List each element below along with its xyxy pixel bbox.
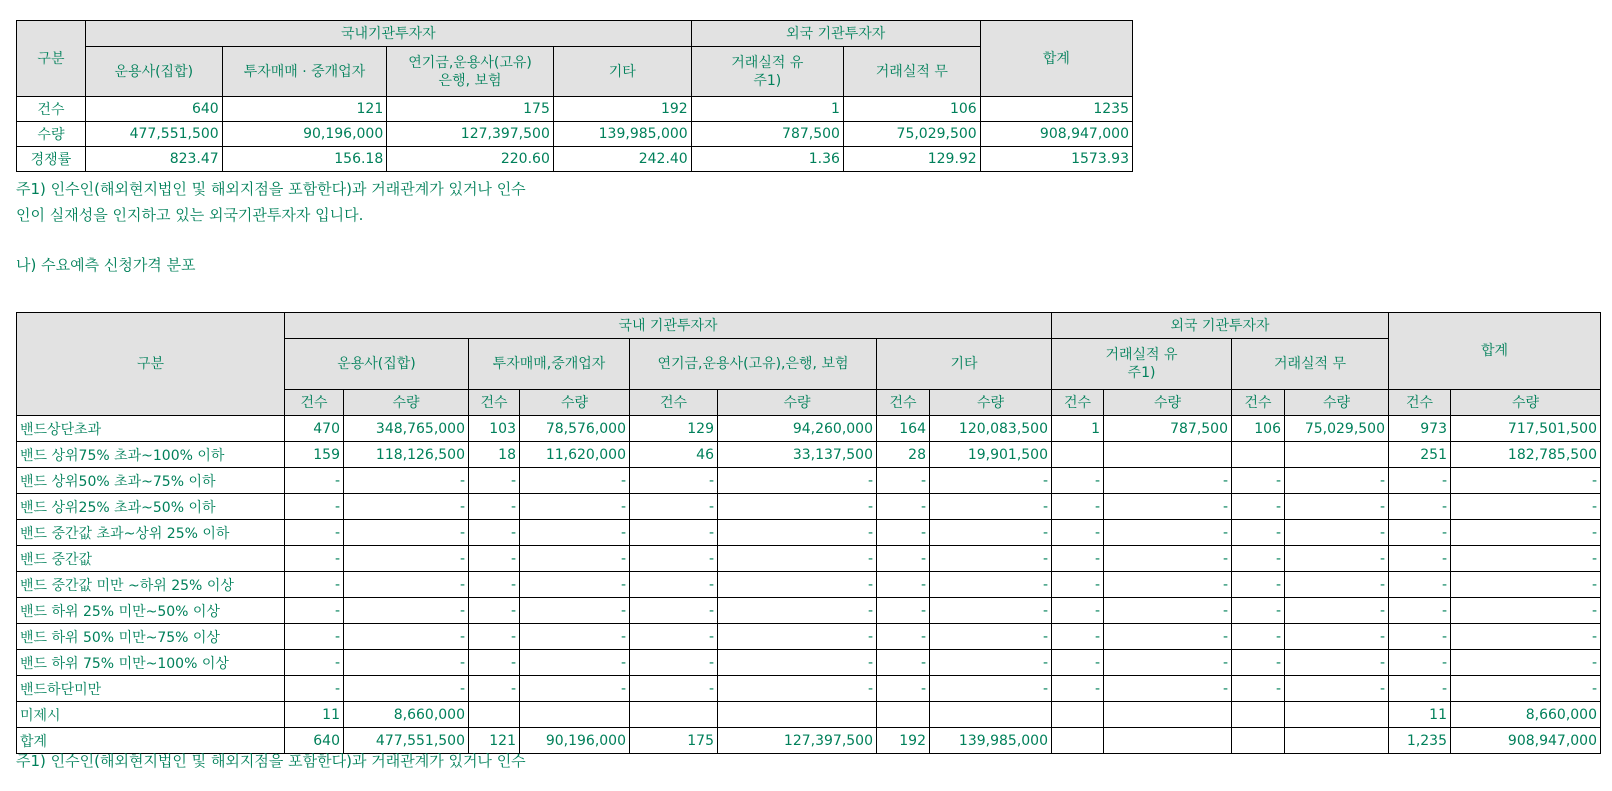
table-cell: - <box>718 598 877 624</box>
table-cell: - <box>877 598 930 624</box>
table-cell: 1 <box>691 97 843 122</box>
table-cell: 470 <box>285 416 344 442</box>
table-cell: - <box>1052 520 1104 546</box>
row-label: 밴드 하위 25% 미만~50% 이상 <box>17 598 285 624</box>
header-asset-manager: 운용사(집합) <box>85 47 222 97</box>
table-cell: - <box>877 676 930 702</box>
table-cell: - <box>1052 546 1104 572</box>
table-cell: 8,660,000 <box>344 702 469 728</box>
table-cell <box>1285 728 1389 754</box>
table-cell: 477,551,500 <box>344 728 469 754</box>
table-cell: - <box>285 494 344 520</box>
footnote-line: 인이 실재성을 인지하고 있는 외국기관투자자 입니다. <box>16 206 364 224</box>
table-cell: - <box>630 494 718 520</box>
table-cell: - <box>877 520 930 546</box>
table-cell: - <box>1232 598 1285 624</box>
header-foreign: 외국 기관투자자 <box>691 21 980 47</box>
table-cell: - <box>344 598 469 624</box>
header-broker: 투자매매 · 중개업자 <box>222 47 387 97</box>
table-cell: - <box>718 650 877 676</box>
header-trade-no: 거래실적 무 <box>1232 339 1389 390</box>
table-cell: - <box>520 546 630 572</box>
table-cell: - <box>344 494 469 520</box>
header-domestic: 국내기관투자자 <box>85 21 691 47</box>
table-cell: 139,985,000 <box>930 728 1052 754</box>
header-trade-no: 거래실적 무 <box>843 47 980 97</box>
table-cell: - <box>1232 546 1285 572</box>
table-cell: - <box>718 546 877 572</box>
table-cell: 11,620,000 <box>520 442 630 468</box>
table-cell: 220.60 <box>387 147 554 172</box>
table-cell: 8,660,000 <box>1451 702 1601 728</box>
table-cell: - <box>1285 520 1389 546</box>
table-cell: - <box>285 572 344 598</box>
table-row <box>17 650 1601 676</box>
table-cell: - <box>930 572 1052 598</box>
row-label: 밴드하단미만 <box>17 676 285 702</box>
table-cell: 120,083,500 <box>930 416 1052 442</box>
header-total: 합계 <box>1389 313 1601 390</box>
table-cell <box>1232 702 1285 728</box>
table-row <box>17 468 1601 494</box>
table-cell: - <box>1052 676 1104 702</box>
header-qty: 수량 <box>718 390 877 416</box>
table-cell: 19,901,500 <box>930 442 1052 468</box>
header-count: 건수 <box>1052 390 1104 416</box>
footnote <box>16 748 526 774</box>
row-label: 경쟁률 <box>17 147 86 172</box>
table-cell <box>630 702 718 728</box>
table-cell: - <box>630 546 718 572</box>
table-cell: - <box>285 468 344 494</box>
table-cell: 717,501,500 <box>1451 416 1601 442</box>
table-cell: - <box>469 598 520 624</box>
table-cell: - <box>520 598 630 624</box>
header-broker: 투자매매,중개업자 <box>469 339 630 390</box>
table-cell: - <box>1285 676 1389 702</box>
table-cell: 127,397,500 <box>387 122 554 147</box>
table-cell: 348,765,000 <box>344 416 469 442</box>
table-cell: - <box>344 546 469 572</box>
table-cell: - <box>285 598 344 624</box>
table-cell: - <box>1451 546 1601 572</box>
table-cell: - <box>469 494 520 520</box>
table-cell: 159 <box>285 442 344 468</box>
table-cell: - <box>877 650 930 676</box>
table-cell: - <box>1104 650 1232 676</box>
row-label: 밴드 하위 50% 미만~75% 이상 <box>17 624 285 650</box>
table-cell <box>877 702 930 728</box>
table-cell: - <box>1451 624 1601 650</box>
table-cell: - <box>1232 520 1285 546</box>
table-cell: - <box>469 624 520 650</box>
table-cell: - <box>1389 650 1451 676</box>
table-cell: - <box>1104 624 1232 650</box>
table-cell: - <box>1451 468 1601 494</box>
header-gubun: 구분 <box>17 313 285 416</box>
table-row <box>17 416 1601 442</box>
table-cell: - <box>1389 624 1451 650</box>
table-cell: 129 <box>630 416 718 442</box>
header-qty: 수량 <box>930 390 1052 416</box>
table-cell: 182,785,500 <box>1451 442 1601 468</box>
table-cell: - <box>718 676 877 702</box>
table-cell <box>520 702 630 728</box>
table-cell: 121 <box>469 728 520 754</box>
header-pension: 연기금,운용사(고유) 은행, 보험 <box>387 47 554 97</box>
table-row <box>17 147 1133 172</box>
table-row <box>17 122 1133 147</box>
table-cell: - <box>1052 650 1104 676</box>
header-count: 건수 <box>469 390 520 416</box>
row-label: 밴드 중간값 초과~상위 25% 이하 <box>17 520 285 546</box>
table-cell: - <box>520 468 630 494</box>
table-cell: - <box>1285 624 1389 650</box>
header-count: 건수 <box>285 390 344 416</box>
table-cell <box>1104 728 1232 754</box>
table-cell: - <box>1285 494 1389 520</box>
table-cell: - <box>344 676 469 702</box>
table-cell: - <box>344 468 469 494</box>
row-label: 밴드 상위50% 초과~75% 이하 <box>17 468 285 494</box>
table-cell: 94,260,000 <box>718 416 877 442</box>
table-cell <box>1232 728 1285 754</box>
table-cell: 192 <box>553 97 691 122</box>
table-cell: - <box>1451 598 1601 624</box>
table-cell: - <box>1451 572 1601 598</box>
table-cell: 823.47 <box>85 147 222 172</box>
table-cell <box>1052 442 1104 468</box>
table-cell: - <box>630 676 718 702</box>
table-cell: 242.40 <box>553 147 691 172</box>
table-cell: - <box>469 546 520 572</box>
table-cell: 192 <box>877 728 930 754</box>
table-cell: 164 <box>877 416 930 442</box>
table-row <box>17 624 1601 650</box>
table-row <box>17 442 1601 468</box>
table-cell: 11 <box>1389 702 1451 728</box>
row-label: 미제시 <box>17 702 285 728</box>
table-cell: - <box>1389 598 1451 624</box>
table-row <box>17 598 1601 624</box>
table-cell: - <box>285 520 344 546</box>
table-cell <box>1104 442 1232 468</box>
section-title: 나) 수요예측 신청가격 분포 <box>16 256 196 274</box>
table-cell: 787,500 <box>691 122 843 147</box>
table-cell: - <box>1285 598 1389 624</box>
row-label: 밴드 하위 75% 미만~100% 이상 <box>17 650 285 676</box>
footnote <box>16 176 526 228</box>
table-cell: - <box>718 572 877 598</box>
table-cell: 640 <box>85 97 222 122</box>
header-count: 건수 <box>1232 390 1285 416</box>
table-cell: - <box>285 676 344 702</box>
table-cell: - <box>718 494 877 520</box>
table-row <box>17 572 1601 598</box>
table-cell: - <box>344 624 469 650</box>
table-cell: 175 <box>630 728 718 754</box>
table-cell: - <box>1052 494 1104 520</box>
table-cell: 11 <box>285 702 344 728</box>
table-cell: - <box>469 572 520 598</box>
table-cell: 477,551,500 <box>85 122 222 147</box>
table-cell: - <box>469 676 520 702</box>
header-other: 기타 <box>553 47 691 97</box>
table-cell: 46 <box>630 442 718 468</box>
header-domestic: 국내 기관투자자 <box>285 313 1052 339</box>
table-cell: - <box>630 624 718 650</box>
table-cell: 33,137,500 <box>718 442 877 468</box>
table-cell: - <box>930 494 1052 520</box>
table-cell: 75,029,500 <box>1285 416 1389 442</box>
table-cell: 139,985,000 <box>553 122 691 147</box>
table-cell: - <box>469 650 520 676</box>
table-cell: - <box>520 572 630 598</box>
row-label: 밴드 상위75% 초과~100% 이하 <box>17 442 285 468</box>
table-cell: - <box>1389 546 1451 572</box>
table-cell: - <box>520 650 630 676</box>
table-cell: - <box>1104 494 1232 520</box>
header-qty: 수량 <box>1451 390 1601 416</box>
table-cell: - <box>1285 468 1389 494</box>
header-foreign: 외국 기관투자자 <box>1052 313 1389 339</box>
table-cell: - <box>630 650 718 676</box>
row-label: 밴드 상위25% 초과~50% 이하 <box>17 494 285 520</box>
table-cell <box>1285 442 1389 468</box>
table-cell: - <box>1451 650 1601 676</box>
table-cell: - <box>930 650 1052 676</box>
table-cell: 90,196,000 <box>222 122 387 147</box>
header-count: 건수 <box>1389 390 1451 416</box>
table-cell: 1,235 <box>1389 728 1451 754</box>
header-count: 건수 <box>877 390 930 416</box>
table-row <box>17 520 1601 546</box>
table-cell: 127,397,500 <box>718 728 877 754</box>
footnote-line: 주1) 인수인(해외현지법인 및 해외지점을 포함한다)과 거래관계가 있거나 인수 <box>16 752 526 770</box>
table-cell: - <box>1052 598 1104 624</box>
table-cell: 75,029,500 <box>843 122 980 147</box>
row-label: 수량 <box>17 122 86 147</box>
table-cell: - <box>930 624 1052 650</box>
table-cell: - <box>877 624 930 650</box>
table-cell: - <box>877 546 930 572</box>
header-qty: 수량 <box>520 390 630 416</box>
table-cell: - <box>630 468 718 494</box>
table-cell: - <box>1389 520 1451 546</box>
header-trade-yes: 거래실적 유 주1) <box>1052 339 1232 390</box>
header-qty: 수량 <box>344 390 469 416</box>
row-label: 합계 <box>17 728 285 754</box>
table-cell: - <box>469 468 520 494</box>
table-cell: - <box>630 572 718 598</box>
table-cell: 106 <box>1232 416 1285 442</box>
table-cell: - <box>877 468 930 494</box>
table-cell: - <box>630 598 718 624</box>
table-cell <box>930 702 1052 728</box>
table-cell: 908,947,000 <box>980 122 1132 147</box>
header-total: 합계 <box>980 21 1132 97</box>
table-cell: - <box>1389 468 1451 494</box>
table-cell: - <box>1104 598 1232 624</box>
table-cell: 1 <box>1052 416 1104 442</box>
row-label: 건수 <box>17 97 86 122</box>
table-cell <box>718 702 877 728</box>
table-cell <box>1232 442 1285 468</box>
table-cell: - <box>718 520 877 546</box>
header-other: 기타 <box>877 339 1052 390</box>
table-cell: 78,576,000 <box>520 416 630 442</box>
table-cell <box>469 702 520 728</box>
table-cell: - <box>718 624 877 650</box>
table-cell: - <box>1389 676 1451 702</box>
table-row <box>17 494 1601 520</box>
table-cell: - <box>285 546 344 572</box>
table-cell: 106 <box>843 97 980 122</box>
header-asset-manager: 운용사(집합) <box>285 339 469 390</box>
table-cell: - <box>1285 572 1389 598</box>
table-cell: - <box>930 468 1052 494</box>
table-cell: - <box>344 520 469 546</box>
table-cell <box>1285 702 1389 728</box>
table-cell: - <box>877 494 930 520</box>
header-trade-yes: 거래실적 유 주1) <box>691 47 843 97</box>
table-cell: - <box>930 546 1052 572</box>
table-cell: 90,196,000 <box>520 728 630 754</box>
table-cell: - <box>1451 520 1601 546</box>
table-row <box>17 676 1601 702</box>
table-cell: - <box>1104 572 1232 598</box>
table-cell: 175 <box>387 97 554 122</box>
header-qty: 수량 <box>1104 390 1232 416</box>
table-cell: 28 <box>877 442 930 468</box>
table-cell: - <box>1104 520 1232 546</box>
table-cell: 787,500 <box>1104 416 1232 442</box>
table-cell: 129.92 <box>843 147 980 172</box>
row-label: 밴드 중간값 미만 ~하위 25% 이상 <box>17 572 285 598</box>
table-cell: - <box>520 624 630 650</box>
table-cell: 1235 <box>980 97 1132 122</box>
table-cell: 118,126,500 <box>344 442 469 468</box>
table-cell: 103 <box>469 416 520 442</box>
table-cell: - <box>1232 468 1285 494</box>
table-cell: - <box>1451 676 1601 702</box>
table-cell: - <box>1104 468 1232 494</box>
table-cell: - <box>1052 624 1104 650</box>
table-cell: - <box>1052 572 1104 598</box>
table-cell: - <box>1052 468 1104 494</box>
table-cell: - <box>1232 650 1285 676</box>
table-cell: 1.36 <box>691 147 843 172</box>
competition-table <box>16 20 1133 172</box>
table-cell: 251 <box>1389 442 1451 468</box>
table-cell: 640 <box>285 728 344 754</box>
header-gubun: 구분 <box>17 21 86 97</box>
header-qty: 수량 <box>1285 390 1389 416</box>
table-cell: - <box>1389 494 1451 520</box>
table-cell: - <box>520 520 630 546</box>
table-cell: - <box>1451 494 1601 520</box>
table-row <box>17 702 1601 728</box>
table-cell: - <box>1285 546 1389 572</box>
table-cell: - <box>344 650 469 676</box>
table-cell: 18 <box>469 442 520 468</box>
table-cell: - <box>1285 650 1389 676</box>
table-cell: - <box>630 520 718 546</box>
price-distribution-table <box>16 312 1601 754</box>
table-cell: - <box>285 650 344 676</box>
table-cell: - <box>930 676 1052 702</box>
table-cell: 908,947,000 <box>1451 728 1601 754</box>
footnote-line: 주1) 인수인(해외현지법인 및 해외지점을 포함한다)과 거래관계가 있거나 인수 <box>16 180 526 198</box>
table-cell: - <box>469 520 520 546</box>
table-cell: - <box>520 676 630 702</box>
table-cell: - <box>1232 676 1285 702</box>
table-cell: - <box>520 494 630 520</box>
table-cell: - <box>930 598 1052 624</box>
table-cell: - <box>1104 546 1232 572</box>
table-cell: - <box>344 572 469 598</box>
header-count: 건수 <box>630 390 718 416</box>
table-cell: 121 <box>222 97 387 122</box>
table-cell: - <box>1232 494 1285 520</box>
table-cell <box>1104 702 1232 728</box>
table-cell: 1573.93 <box>980 147 1132 172</box>
table-row <box>17 546 1601 572</box>
table-cell: - <box>1232 624 1285 650</box>
row-label: 밴드 중간값 <box>17 546 285 572</box>
table-cell: - <box>718 468 877 494</box>
table-cell: - <box>1389 572 1451 598</box>
table-cell: 973 <box>1389 416 1451 442</box>
table-cell: - <box>930 520 1052 546</box>
table-cell <box>1052 728 1104 754</box>
table-cell: - <box>877 572 930 598</box>
table-cell: - <box>1104 676 1232 702</box>
table-cell: - <box>285 624 344 650</box>
table-cell: 156.18 <box>222 147 387 172</box>
table-row <box>17 97 1133 122</box>
table-cell <box>1052 702 1104 728</box>
header-pension: 연기금,운용사(고유),은행, 보험 <box>630 339 877 390</box>
row-label: 밴드상단초과 <box>17 416 285 442</box>
table-cell: - <box>1232 572 1285 598</box>
